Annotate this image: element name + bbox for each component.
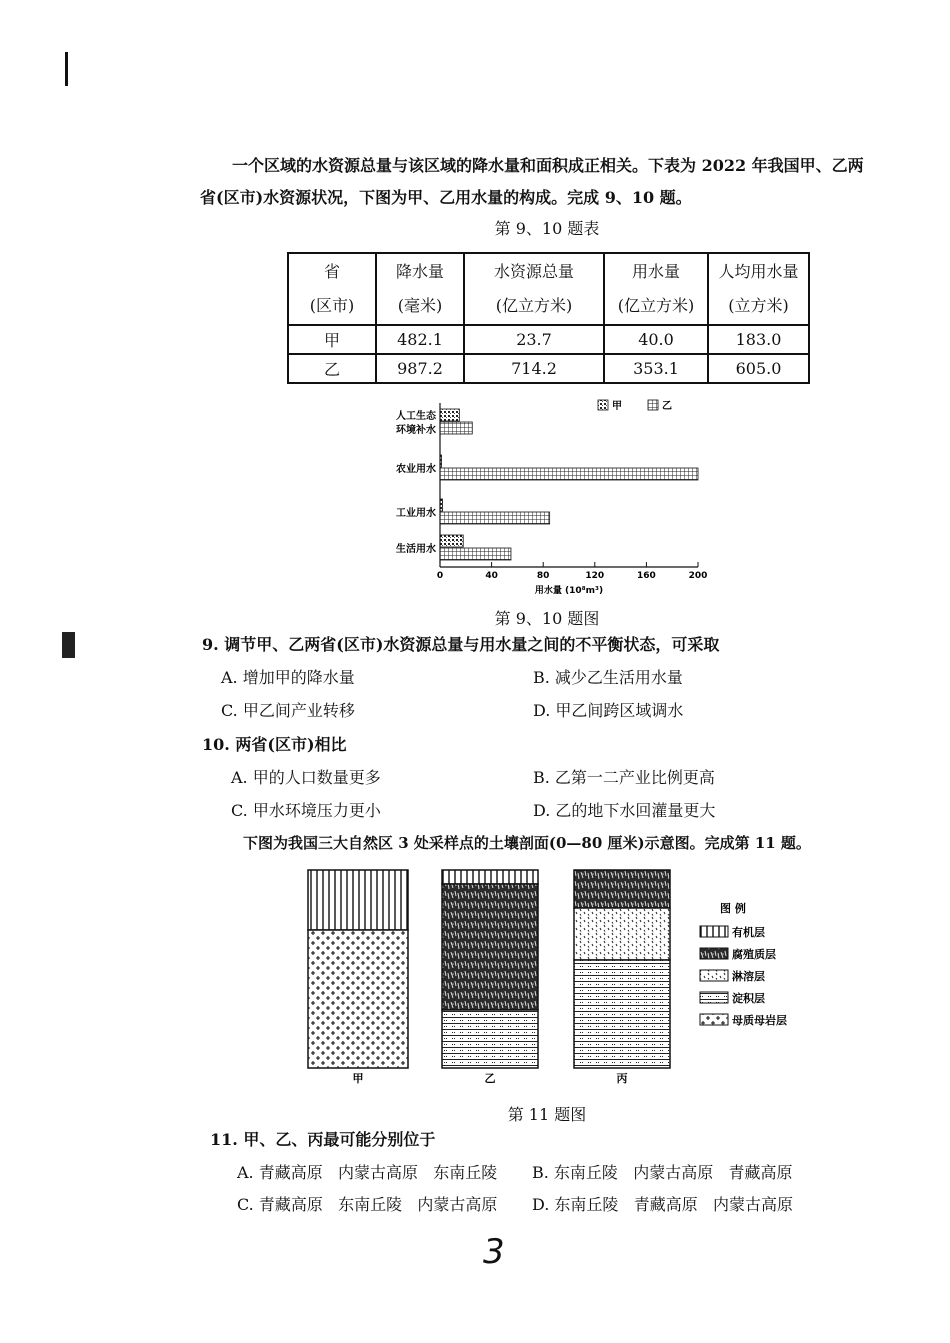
header-cell: 水资源总量 (亿立方米): [464, 253, 604, 325]
table-caption: 第 9、10 题表: [494, 219, 600, 238]
water-table: [287, 252, 810, 384]
table-cell: 605.0: [708, 354, 809, 383]
soil-legend: [700, 901, 787, 1027]
legend-label: 淀积层: [732, 992, 765, 1005]
x-tick-label: 40: [485, 571, 498, 581]
category-label: 农业用水: [396, 464, 436, 475]
profile-label-bing: 丙: [616, 1072, 628, 1085]
q10-option-d: D. 乙的地下水回灌量更大: [533, 801, 716, 820]
x-tick-label: 80: [536, 571, 550, 581]
table-cell: 987.2: [376, 354, 464, 383]
q9-option-a: A. 增加甲的降水量: [221, 668, 355, 687]
humus-layer: [442, 884, 538, 1010]
parent-rock-layer: [308, 930, 408, 1068]
bar-yi: [440, 512, 550, 524]
page-number: 3: [483, 1232, 505, 1272]
q11-option-c: C. 青藏高原 东南丘陵 内蒙古高原: [237, 1195, 498, 1214]
q10-option-a: A. 甲的人口数量更多: [231, 768, 381, 787]
soil-profile-bing: [574, 870, 670, 1085]
q11-option-b: B. 东南丘陵 内蒙古高原 青藏高原: [532, 1163, 793, 1182]
legend-swatch-humus: [700, 948, 728, 959]
legend-swatch-organic: [700, 926, 728, 937]
legend-swatch-leaching: [700, 970, 728, 981]
question-11-stem: 11. 甲、乙、丙最可能分别位于: [210, 1130, 436, 1149]
legend-label: 乙: [662, 401, 672, 412]
organic-layer: [308, 870, 408, 930]
table-cell: 353.1: [604, 354, 708, 383]
table-cell: 40.0: [604, 325, 708, 354]
q9-option-d: D. 甲乙间跨区域调水: [533, 701, 684, 720]
category-label: 环境补水: [396, 425, 436, 436]
intro-line-2: 省(区市)水资源状况，下图为甲、乙用水量的构成。完成 9、10 题。: [200, 188, 692, 207]
water-use-chart: [380, 395, 720, 605]
table-cell: 乙: [288, 354, 376, 383]
legend-swatch-yi: [648, 400, 658, 410]
legend-swatch-jia: [598, 400, 608, 410]
legend-label: 淋溶层: [732, 970, 765, 983]
legend-swatch-deposition: [700, 992, 728, 1003]
table-cell: 714.2: [464, 354, 604, 383]
table-cell: 甲: [288, 325, 376, 354]
soil-caption: 第 11 题图: [507, 1105, 587, 1124]
category-label: 工业用水: [396, 508, 436, 519]
bar-yi: [440, 548, 511, 560]
chart-caption: 第 9、10 题图: [494, 609, 600, 628]
table-row: [288, 354, 809, 383]
humus-layer: [574, 870, 670, 908]
margin-block-mark: [62, 632, 75, 658]
leaching-layer: [574, 908, 670, 960]
bar-yi: [440, 468, 698, 480]
x-tick-label: 200: [688, 571, 708, 581]
legend-swatch-parent: [700, 1014, 728, 1025]
legend-label: 腐殖质层: [732, 948, 776, 961]
table-cell: 183.0: [708, 325, 809, 354]
table-header-row: [288, 253, 809, 325]
bar-jia: [440, 409, 459, 421]
table-cell: 23.7: [464, 325, 604, 354]
header-cell: 省 (区市): [288, 253, 376, 325]
intro-paragraph: [200, 150, 900, 214]
legend-label: 有机层: [732, 926, 765, 939]
deposition-layer: [442, 1010, 538, 1068]
profile-label-yi: 乙: [484, 1072, 496, 1085]
soil-profile-jia: [308, 870, 408, 1085]
bar-jia: [440, 535, 463, 547]
margin-mark: [65, 52, 68, 86]
q9-option-b: B. 减少乙生活用水量: [533, 668, 683, 687]
legend-label: 甲: [612, 401, 622, 412]
organic-layer: [442, 870, 538, 884]
q11-option-d: D. 东南丘陵 青藏高原 内蒙古高原: [532, 1195, 793, 1214]
x-tick-label: 0: [436, 571, 444, 581]
q9-option-c: C. 甲乙间产业转移: [221, 701, 355, 720]
x-tick-label: 120: [585, 571, 605, 581]
intro-line-1: 一个区域的水资源总量与该区域的降水量和面积成正相关。下表为 2022 年我国甲、乙两: [232, 156, 864, 175]
header-cell: 降水量 (毫米): [376, 253, 464, 325]
category-label: 人工生态: [396, 411, 436, 422]
profile-label-jia: 甲: [352, 1072, 364, 1085]
x-tick-label: 160: [637, 571, 656, 581]
x-axis-label: 用水量 (10⁸m³): [534, 586, 604, 596]
question-10-stem: 10. 两省(区市)相比: [202, 735, 347, 754]
question-9-stem: 9. 调节甲、乙两省(区市)水资源总量与用水量之间的不平衡状态，可采取: [202, 635, 720, 654]
header-cell: 用水量 (亿立方米): [604, 253, 708, 325]
q10-option-c: C. 甲水环境压力更小: [231, 801, 381, 820]
q10-option-b: B. 乙第一二产业比例更高: [533, 768, 715, 787]
table-row: [288, 325, 809, 354]
q11-option-a: A. 青藏高原 内蒙古高原 东南丘陵: [237, 1163, 498, 1182]
soil-profile-yi: [442, 870, 538, 1085]
soil-intro: 下图为我国三大自然区 3 处采样点的土壤剖面(0—80 厘米)示意图。完成第 11 题。: [243, 834, 811, 852]
table-cell: 482.1: [376, 325, 464, 354]
header-cell: 人均用水量 (立方米): [708, 253, 809, 325]
soil-profile-diagram: [290, 860, 810, 1088]
legend-label: 母质母岩层: [732, 1014, 787, 1027]
category-label: 生活用水: [396, 544, 436, 555]
legend-title: 图 例: [720, 902, 746, 915]
deposition-layer: [574, 960, 670, 1068]
bar-yi: [440, 422, 472, 434]
